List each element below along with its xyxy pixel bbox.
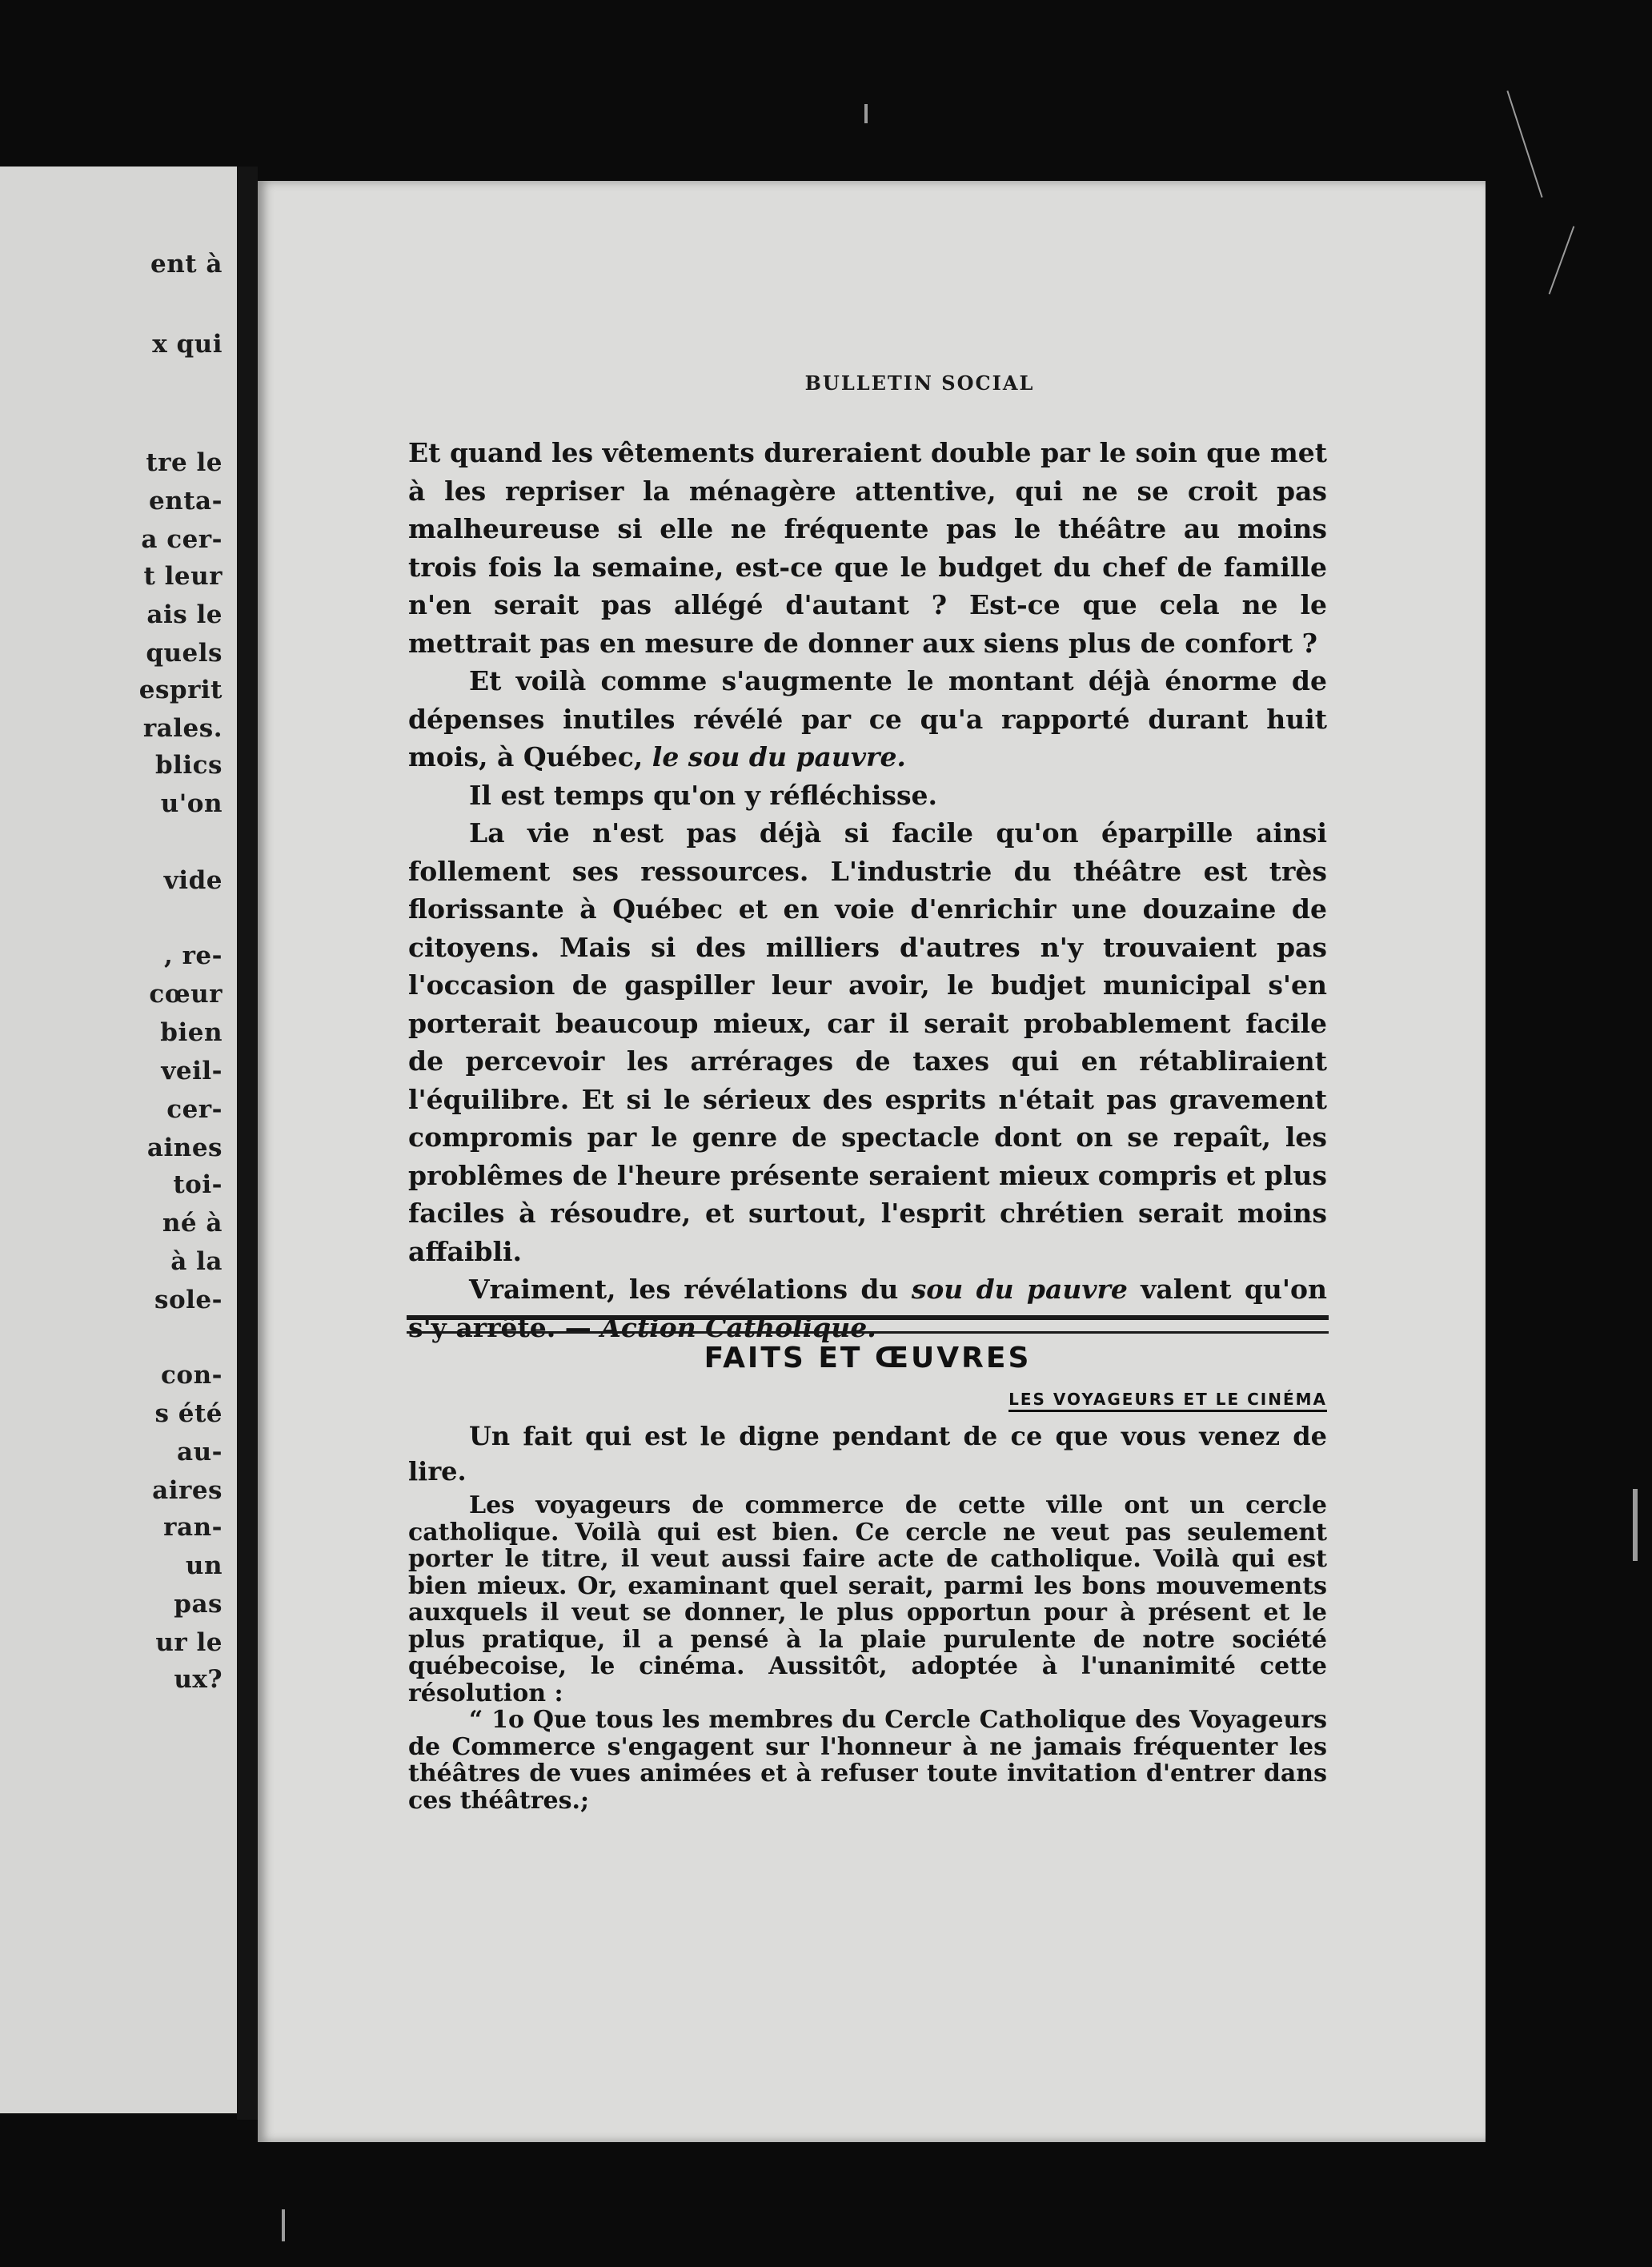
left-page-line: rales. — [142, 714, 223, 743]
paragraph-2-italic: le sou du pauvre. — [652, 741, 906, 772]
left-page-line: pas — [174, 1590, 223, 1619]
left-page-line: cœur — [149, 980, 223, 1009]
left-page-line: ran- — [163, 1513, 223, 1542]
document-page — [258, 181, 1486, 2142]
section-divider — [407, 1315, 1329, 1334]
film-scratch — [282, 2209, 285, 2241]
left-page-line: toi- — [173, 1170, 223, 1199]
facing-page-left — [0, 167, 239, 2113]
paragraph-2-text: Et voilà comme s'augmente le montant déjà énorme de dépenses inutiles révélé par ce qu'a rapporté durant huit mois, à Québec, — [408, 665, 1327, 772]
left-page-line: esprit — [138, 676, 223, 704]
left-page-line: ais le — [146, 600, 223, 629]
paragraph-5 — [408, 1270, 1327, 1346]
left-page-line: ux? — [174, 1665, 223, 1694]
left-page-line: au- — [177, 1438, 223, 1467]
left-page-line: x qui — [152, 330, 223, 359]
left-page-line: ent à — [150, 250, 223, 279]
left-page-line: sole- — [154, 1286, 223, 1314]
running-header — [258, 371, 1486, 395]
film-scratch — [1506, 90, 1542, 198]
left-page-line: bien — [160, 1018, 223, 1047]
left-page-line: enta- — [148, 487, 223, 516]
article-body — [408, 434, 1327, 1346]
article2-body — [408, 1492, 1327, 1814]
film-scratch — [1549, 226, 1575, 294]
article2-paragraph-2: Les voyageurs de commerce de cette ville ont un cercle catholique. Voilà qui est bien. Ce cercle ne veut pas seulement porter le titre, il veut aussi faire acte de catholique. Voilà qui est bien mieux. Or, examinant quel serait, parmi les bons mouvements auxquels il veut se donner, le plus opportun pour à présent et le plus pratique, il a pensé à la plaie purulente de notre société québecoise, le cinéma. Aussitôt, adoptée à l'unanimité cette résolution : — [408, 1491, 1327, 1707]
film-scratch — [1633, 1489, 1638, 1561]
left-page-line: veil- — [161, 1057, 223, 1085]
paragraph-3: Il est temps qu'on y réfléchisse. — [469, 779, 938, 811]
left-page-line: con- — [161, 1361, 223, 1390]
paragraph-5-source: Action Catholique. — [600, 1311, 876, 1343]
left-page-line: u'on — [160, 789, 223, 818]
section-subtitle: LES VOYAGEURS ET LE CINÉMA — [1008, 1390, 1327, 1412]
book-gutter — [237, 167, 258, 2120]
left-page-line: quels — [146, 639, 223, 668]
left-page-line: à la — [170, 1247, 223, 1276]
left-page-line: ur le — [155, 1628, 223, 1657]
film-scratch — [864, 104, 868, 123]
paragraph-4: La vie n'est pas déjà si facile qu'on éparpille ainsi follement ses ressources. L'industrie du théâtre est très florissante à Québec et en voie d'enrichir une douzaine de citoyens. Mais si des milliers d'autres n'y trouvaient pas l'occasion de gaspiller leur avoir, le budjet municipal s'en porterait beaucoup mieux, car il serait probablement facile de percevoir les arrérages de taxes qui en rétabliraient l'équilibre. Et si le sérieux des esprits n'était pas gravement compromis par le genre de spectacle dont on se repaît, les problêmes de l'heure présente seraient mieux compris et plus faciles à résoudre, et surtout, l'esprit chrétien serait moins affaibli. — [408, 817, 1327, 1267]
left-page-line: blics — [154, 751, 223, 780]
left-page-line: aines — [146, 1134, 223, 1162]
left-page-line: un — [185, 1551, 223, 1580]
article2-paragraph-1: Un fait qui est le digne pendant de ce que vous venez de lire. — [408, 1421, 1327, 1487]
left-page-line: né à — [162, 1209, 223, 1238]
left-page-line: a cer- — [141, 525, 223, 554]
left-page-line: s été — [154, 1399, 223, 1428]
left-page-line: vide — [163, 866, 223, 895]
paragraph-5-text: Vraiment, les révélations du — [469, 1274, 912, 1305]
paragraph-5-text-after: valent qu'on s'y arrête. — — [408, 1274, 1328, 1343]
left-page-line: , re- — [163, 941, 223, 970]
paragraph-5-italic: sou du pauvre — [911, 1274, 1128, 1305]
left-page-line: cer- — [166, 1095, 223, 1124]
paragraph-1: Et quand les vêtements dureraient double par le soin que met à les repriser la ménagère attentive, qui ne se croit pas malheureuse si elle ne fréquente pas le théâtre au moins trois fois la semaine, est-ce que le budget du chef de famille n'en serait pas allégé d'autant ? Est-ce que cela ne le mettrait pas en mesure de donner aux siens plus de confort ? — [408, 437, 1327, 659]
running-title: BULLETIN SOCIAL — [804, 371, 1035, 395]
article2-paragraph-3: “ 1o Que tous les membres du Cercle Catholique des Voyageurs de Commerce s'engagent sur l'honneur à ne jamais fréquenter les théâtres de vues animées et à refuser toute invitation d'entrer dans ces théâtres.; — [408, 1706, 1327, 1815]
article2-intro — [408, 1418, 1327, 1489]
left-page-line: aires — [152, 1476, 223, 1505]
section-title: FAITS ET ŒUVRES — [704, 1342, 1032, 1374]
paragraph-2 — [408, 662, 1327, 776]
left-page-line: tre le — [146, 448, 223, 477]
left-page-line: t leur — [143, 562, 223, 591]
